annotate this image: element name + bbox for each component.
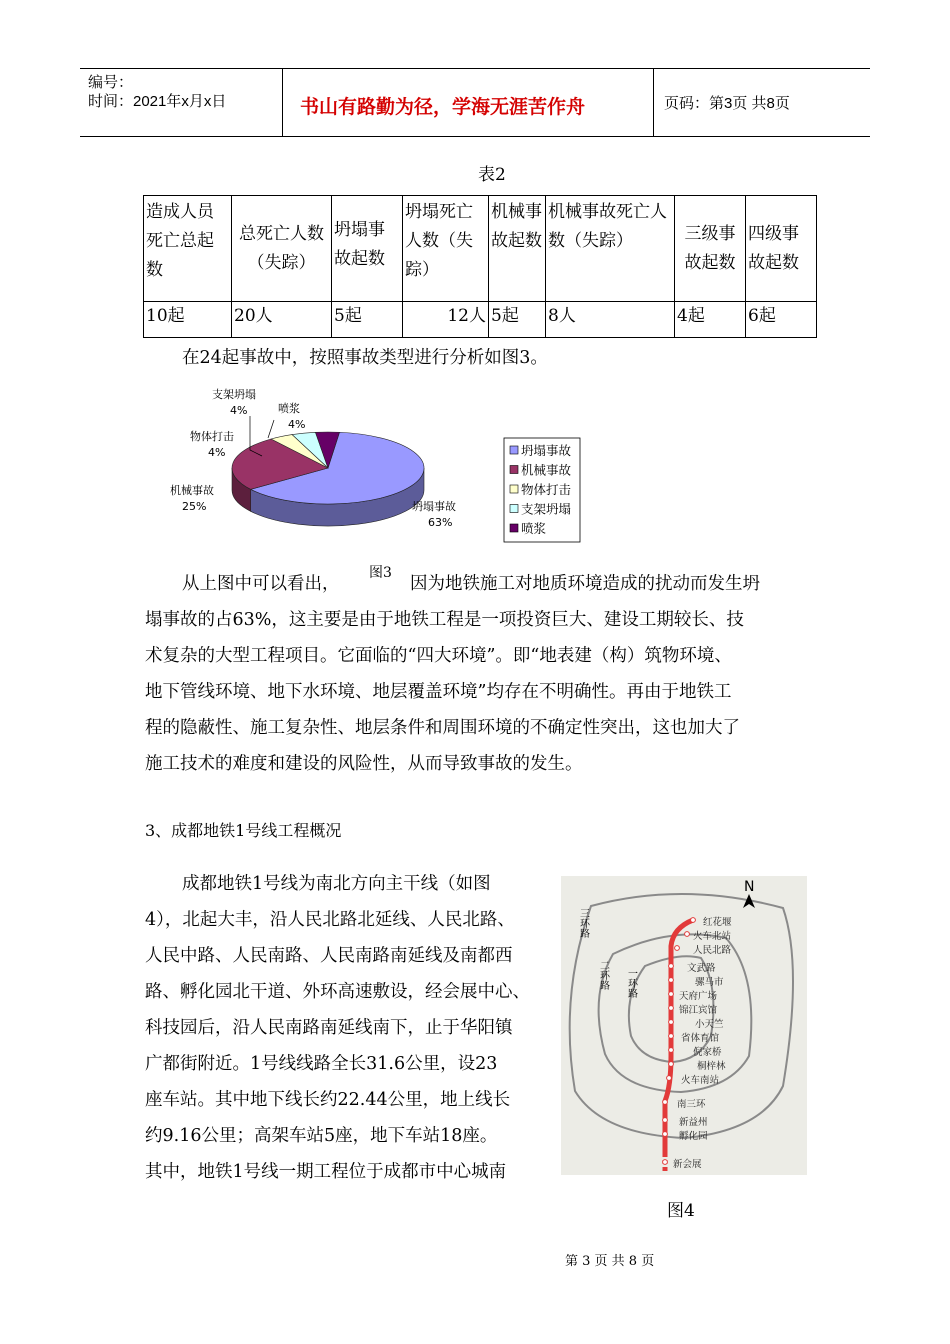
section-heading: 3、成都地铁1号线工程概况	[145, 821, 342, 840]
station-dot	[669, 992, 674, 997]
table-value-cell: 5起	[489, 302, 546, 338]
section-line: 成都地铁1号线为南北方向主干线（如图	[182, 874, 491, 894]
accident-pie-chart	[150, 380, 590, 550]
station-label: 南三环	[677, 1099, 706, 1110]
station-dot	[669, 1048, 674, 1053]
north-label: N	[744, 879, 755, 895]
station-dot	[669, 1062, 674, 1067]
station-label: 小天竺	[695, 1019, 724, 1030]
header-top-rule	[80, 68, 870, 69]
table-header-cell: 造成人员死亡总起数	[144, 196, 232, 302]
legend-label: 物体打击	[521, 482, 572, 497]
table-value-cell: 4起	[675, 302, 746, 338]
pie-label-category: 喷浆	[278, 402, 300, 415]
table-header-row	[144, 196, 817, 302]
table-value-cell: 10起	[144, 302, 232, 338]
table-header-cell: 总死亡人数（失踪）	[232, 196, 332, 302]
section-line: 其中，地铁1号线一期工程位于成都市中心城南	[145, 1162, 507, 1182]
station-label: 桐梓林	[697, 1061, 726, 1072]
legend-swatch	[510, 466, 518, 474]
section-line: 广都街附近。1号线线路全长31.6公里，设23	[145, 1054, 498, 1074]
table-value-cell: 20人	[232, 302, 332, 338]
table-header-cell: 机械事故死亡人数（失踪）	[546, 196, 675, 302]
legend-swatch	[510, 446, 518, 454]
section-line: 路、孵化园北干道、外环高速敷设，经会展中心、	[145, 982, 530, 1002]
pie-label-percent: 4%	[208, 446, 226, 459]
pie-label-category: 支架坍塌	[212, 388, 256, 401]
header-date: 时间：2021年x月x日	[88, 93, 227, 110]
station-label: 红花堰	[703, 917, 732, 928]
pie-label-percent: 4%	[288, 418, 306, 431]
accident-table	[143, 195, 817, 338]
table-value-cell: 5起	[332, 302, 403, 338]
station-label: 新益州	[679, 1117, 708, 1128]
station-dot	[685, 932, 690, 937]
figure3-caption: 图3	[369, 565, 392, 581]
legend-swatch	[510, 524, 518, 532]
figure4-caption: 图4	[667, 1201, 695, 1221]
analysis-line: 塌事故的占63%，这主要是由于地铁工程是一项投资巨大、建设工期较长、技	[145, 610, 744, 630]
header-code: 编号：	[88, 74, 134, 91]
third-ring-label: 三环路	[577, 908, 589, 938]
station-label: 天府广场	[679, 991, 718, 1002]
station-label: 倪家桥	[693, 1047, 722, 1058]
table-value-cell: 6起	[746, 302, 817, 338]
station-label: 新会展	[673, 1159, 702, 1170]
header-motto: 书山有路勤为径，学海无涯苦作舟	[300, 96, 586, 118]
legend-swatch	[510, 485, 518, 493]
pie-leader-line	[268, 420, 274, 438]
station-dot	[663, 1132, 668, 1137]
first-ring-label: 一环路	[625, 968, 637, 998]
station-dot	[675, 946, 680, 951]
station-dot	[691, 918, 696, 923]
second-ring-label: 二环路	[597, 960, 609, 990]
station-label: 火车南站	[681, 1075, 720, 1086]
header-divider-left	[282, 68, 283, 136]
station-dot	[663, 1160, 668, 1165]
station-dot	[663, 1118, 668, 1123]
analysis-line: 地下管线环境、地下水环境、地层覆盖环境”均存在不明确性。再由于地铁工	[145, 682, 732, 702]
analysis-line: 施工技术的难度和建设的风险性，从而导致事故的发生。	[145, 754, 583, 774]
table-value-row	[144, 302, 817, 338]
station-dot	[669, 1020, 674, 1025]
section-line: 座车站。其中地下线长约22.44公里，地上线长	[145, 1090, 511, 1110]
table-header-cell: 四级事故起数	[746, 196, 817, 302]
section-line: 人民中路、人民南路、人民南路南延线及南都西	[145, 946, 513, 966]
table-header-cell: 三级事故起数	[675, 196, 746, 302]
pie-label-category: 坍塌事故	[412, 500, 456, 513]
table-header-cell: 机械事故起数	[489, 196, 546, 302]
station-label: 火车北站	[693, 931, 732, 942]
legend-label: 坍塌事故	[521, 443, 572, 458]
station-label: 锦江宾馆	[679, 1005, 718, 1016]
station-dot	[663, 1100, 668, 1105]
table-value-cell: 8人	[546, 302, 675, 338]
pie-label-percent: 63%	[428, 516, 453, 529]
pie-label-percent: 25%	[182, 500, 207, 513]
pie-label-category: 物体打击	[190, 430, 234, 443]
page-footer: 第 3 页 共 8 页	[565, 1254, 655, 1269]
station-dot	[669, 964, 674, 969]
legend-label: 支架坍塌	[521, 501, 572, 517]
intro-sentence: 在24起事故中，按照事故类型进行分析如图3。	[182, 348, 548, 368]
analysis-line: 程的隐蔽性、施工复杂性、地层条件和周围环境的不确定性突出，这也加大了	[145, 718, 740, 738]
station-label: 人民北路	[693, 945, 732, 956]
station-label: 省体育馆	[681, 1033, 720, 1044]
station-label: 孵化园	[679, 1131, 708, 1142]
station-dot	[669, 1034, 674, 1039]
station-dot	[669, 1006, 674, 1011]
legend-label: 喷浆	[521, 521, 547, 536]
analysis-line: 术复杂的大型工程项目。它面临的“四大环境”。即“地表建（构）筑物环境、	[145, 646, 732, 666]
station-dot	[669, 978, 674, 983]
section-line: 约9.16公里；高架车站5座，地下车站18座。	[145, 1126, 498, 1146]
metro-line-map	[561, 876, 807, 1175]
section-line: 4），北起大丰，沿人民北路北延线、人民北路、	[145, 910, 515, 930]
table-header-cell: 坍塌死亡人数（失踪）	[403, 196, 489, 302]
pie-label-category: 机械事故	[170, 484, 214, 497]
station-label: 骡马市	[695, 977, 724, 988]
analysis-line: 从上图中可以看出，	[182, 574, 340, 594]
legend-label: 机械事故	[521, 462, 572, 478]
header-page-number: 页码：第3页 共8页	[664, 95, 790, 112]
header-divider-right	[653, 68, 654, 136]
table-value-cell: 12人	[403, 302, 489, 338]
table-caption: 表2	[478, 165, 506, 185]
section-line: 科技园后，沿人民南路南延线南下，止于华阳镇	[145, 1018, 513, 1038]
pie-label-percent: 4%	[230, 404, 248, 417]
station-label: 文武路	[687, 963, 716, 974]
table-header-cell: 坍塌事故起数	[332, 196, 403, 302]
header-bottom-rule	[80, 136, 870, 137]
legend-swatch	[510, 505, 518, 513]
analysis-line: 因为地铁施工对地质环境造成的扰动而发生坍	[410, 574, 760, 594]
station-dot	[667, 1076, 672, 1081]
